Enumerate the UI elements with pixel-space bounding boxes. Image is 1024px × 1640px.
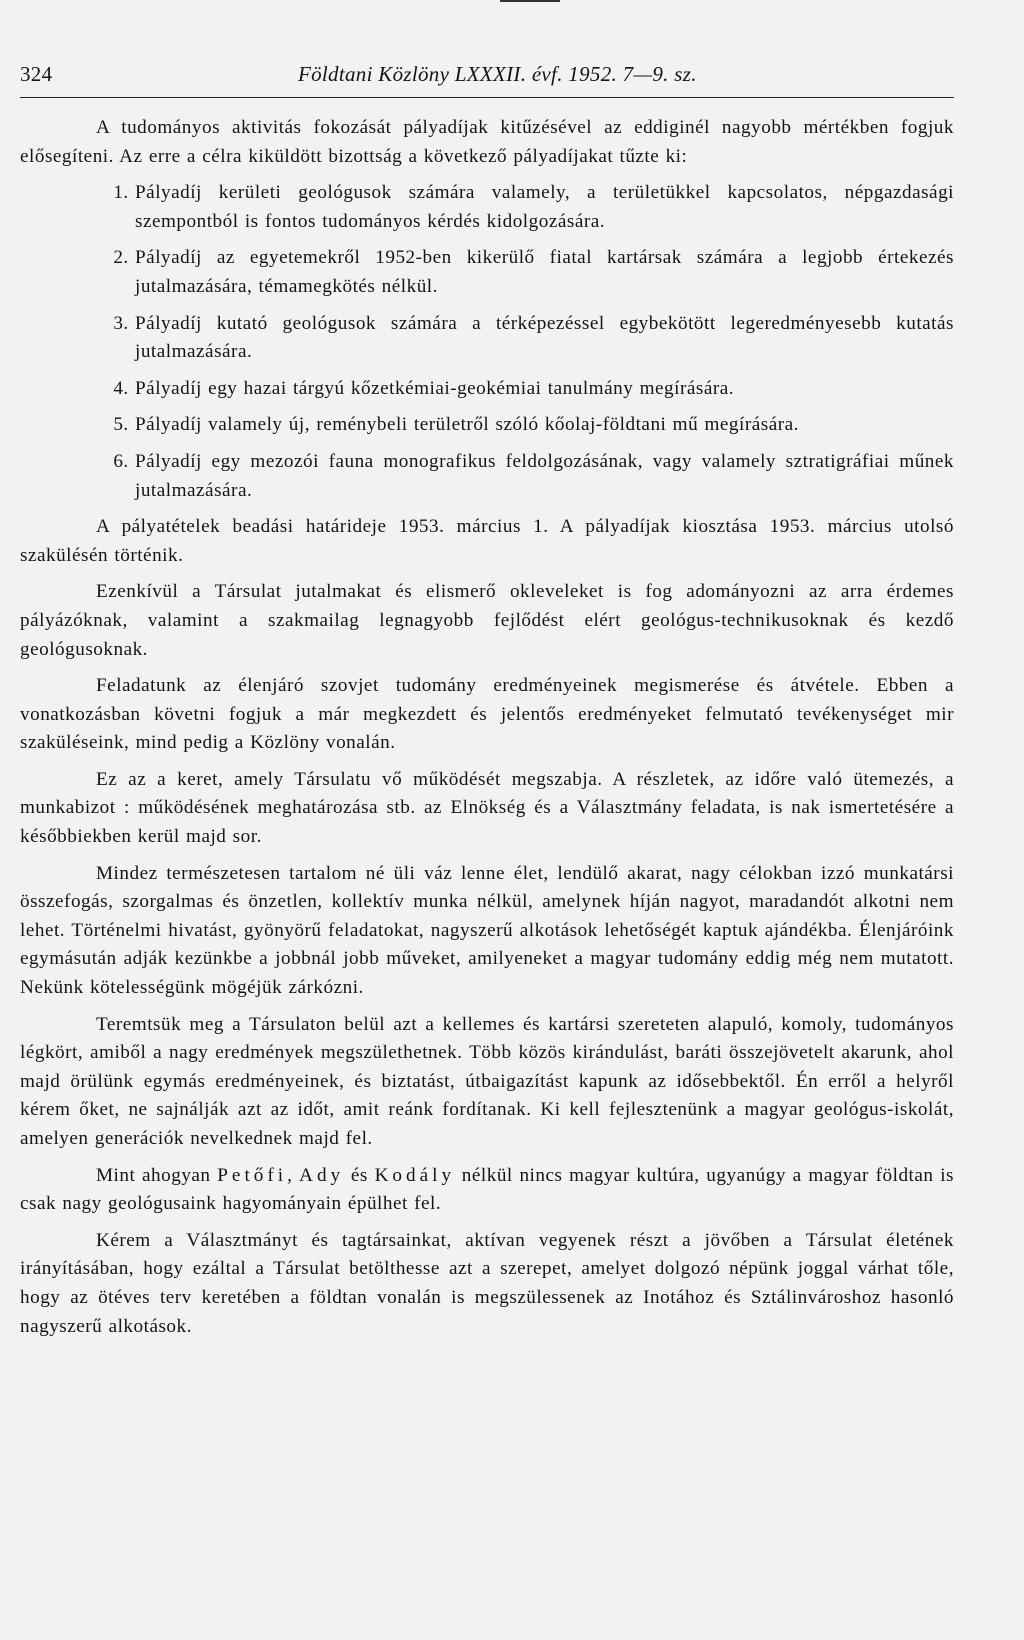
prize-list <box>20 179 954 505</box>
paragraph-framework: Ez az a keret, amely Társulatu vő működését megszabja. A részletek, az időre való ütemezés, a munkabizot : működésének meghatározása stb. az Elnökség és a Választmány feladata, is nak ismertetésére a későbbiekben kerül majd sor. <box>20 768 954 848</box>
prize-item: 2. Pályadíj az egyetemekről 1952-ben kikerülő fiatal kartársak számára a legjobb értekezés jutalmazására, témamegkötés nélkül. <box>135 244 954 301</box>
name-petofi: Petőfi <box>217 1164 288 1186</box>
name-kodaly: Kodály <box>374 1164 456 1186</box>
scan-mark <box>500 0 560 2</box>
prize-item: 3. Pályadíj kutató geológusok számára a térképezéssel egybekötött legeredményesebb kutatás jutalmazására. <box>135 310 954 367</box>
paragraph-awards: Ezenkívül a Társulat jutalmakat és elismerő okleveleket is fog adományozni az arra érdemes pályázóknak, valamint a szakmailag legnagyobb fejlődést elért geológus-technikusoknak és kezdő geológusoknak. <box>20 581 954 660</box>
paragraph-deadline: A pályatételek beadási határideje 1953. március 1. A pályadíjak kiosztása 1953. március utolsó szakülésén történik. <box>20 516 954 566</box>
paragraph-intro: A tudományos aktivitás fokozását pályadíjak kitűzésével az eddiginél nagyobb mértékben fogjuk elősegíteni. Az erre a célra kiküldött bizottság a következő pályadíjakat tűzte ki: <box>20 117 954 167</box>
prize-item: 4. Pályadíj egy hazai tárgyú kőzetkémiai-geokémiai tanulmány megírására. <box>135 375 954 404</box>
article-body <box>20 114 954 1341</box>
page-number: 324 <box>20 62 53 86</box>
name-ady: Ady <box>299 1164 345 1186</box>
paragraph-closing: Kérem a Választmányt és tagtársainkat, aktívan vegyenek részt a jövőben a Társulat életének irányításában, hogy ezáltal a Társulat betölthesse azt a szerepet, amelyet dolgozó népünk joggal várhat tőle, hogy az ötéves terv keretében a földtan vonalán is megszülessenek az Inotához és Sztálinvároshoz hasonló nagyszerű alkotások. <box>20 1229 954 1337</box>
journal-title: Földtani Közlöny LXXXII. évf. 1952. 7—9. sz. <box>298 62 697 86</box>
paragraph-atmosphere: Teremtsük meg a Társulaton belül azt a kellemes és kartársi szereteten alapuló, komoly, tudományos légkört, amiből a nagy eredmények megszülethetnek. Több közös kirándulást, baráti összejövetelt akarunk, ahol majd örülünk egymás eredményeinek, és biztatást, útbaigazítást kapunk az idősebbektől. Én erről a helyről kérem őket, ne sajnálják azt az időt, amit reánk fordítanak. Ki kell fejlesztenünk a magyar geológus-iskolát, amelyen generációk nevelkednek majd fel. <box>20 1013 954 1149</box>
culture-lead: Mint ahogyan <box>96 1164 218 1186</box>
culture-sep-1: , <box>287 1164 300 1186</box>
paragraph-culture <box>20 1162 954 1219</box>
paragraph-collective-work: Mindez természetesen tartalom né üli váz lenne élet, lendülő akarat, nagy célokban izzó munkatársi összefogás, szorgalmas és önzetlen, kollektív munka nélkül, amelynek híján nagyot, maradandót alkotni nem lehet. Történelmi hivatást, gyönyörű feladatokat, nagyszerű alkotások lehetőségét kaptuk ajándékba. Élenjáróink egymásután adják kezünkbe a jobbnál jobb műveket, amilyeneket a magyar tudomány eddig még nem mutatott. Nekünk kötelességünk mögéjük zárkózni. <box>20 862 954 999</box>
culture-rest: nélkül nincs magyar kultúra, ugyanúgy a magyar földtan is csak nagy geológusaink hagyományain épülhet fel. <box>20 1164 955 1215</box>
paragraph-soviet-science: Feladatunk az élenjáró szovjet tudomány eredményeinek megismerése és átvétele. Ebben a vonatkozásban követni fogjuk a már megkezdett és jelentős eredményeket felmutató tevékenységet mir szaküléseink, mind pedig a Közlöny vonalán. <box>20 675 954 754</box>
prize-item: 1. Pályadíj kerületi geológusok számára valamely, a területükkel kapcsolatos, népgazdasági szempontból is fontos tudományos kérdés kidolgozására. <box>135 179 954 236</box>
culture-sep-2: és <box>344 1164 375 1186</box>
prize-item: 6. Pályadíj egy mezozói fauna monografikus feldolgozásának, vagy valamely sztratigráfiai műnek jutalmazására. <box>135 448 954 505</box>
prize-item: 5. Pályadíj valamely új, reménybeli területről szóló kőolaj-földtani mű megírására. <box>135 411 954 440</box>
page-header <box>20 62 954 98</box>
